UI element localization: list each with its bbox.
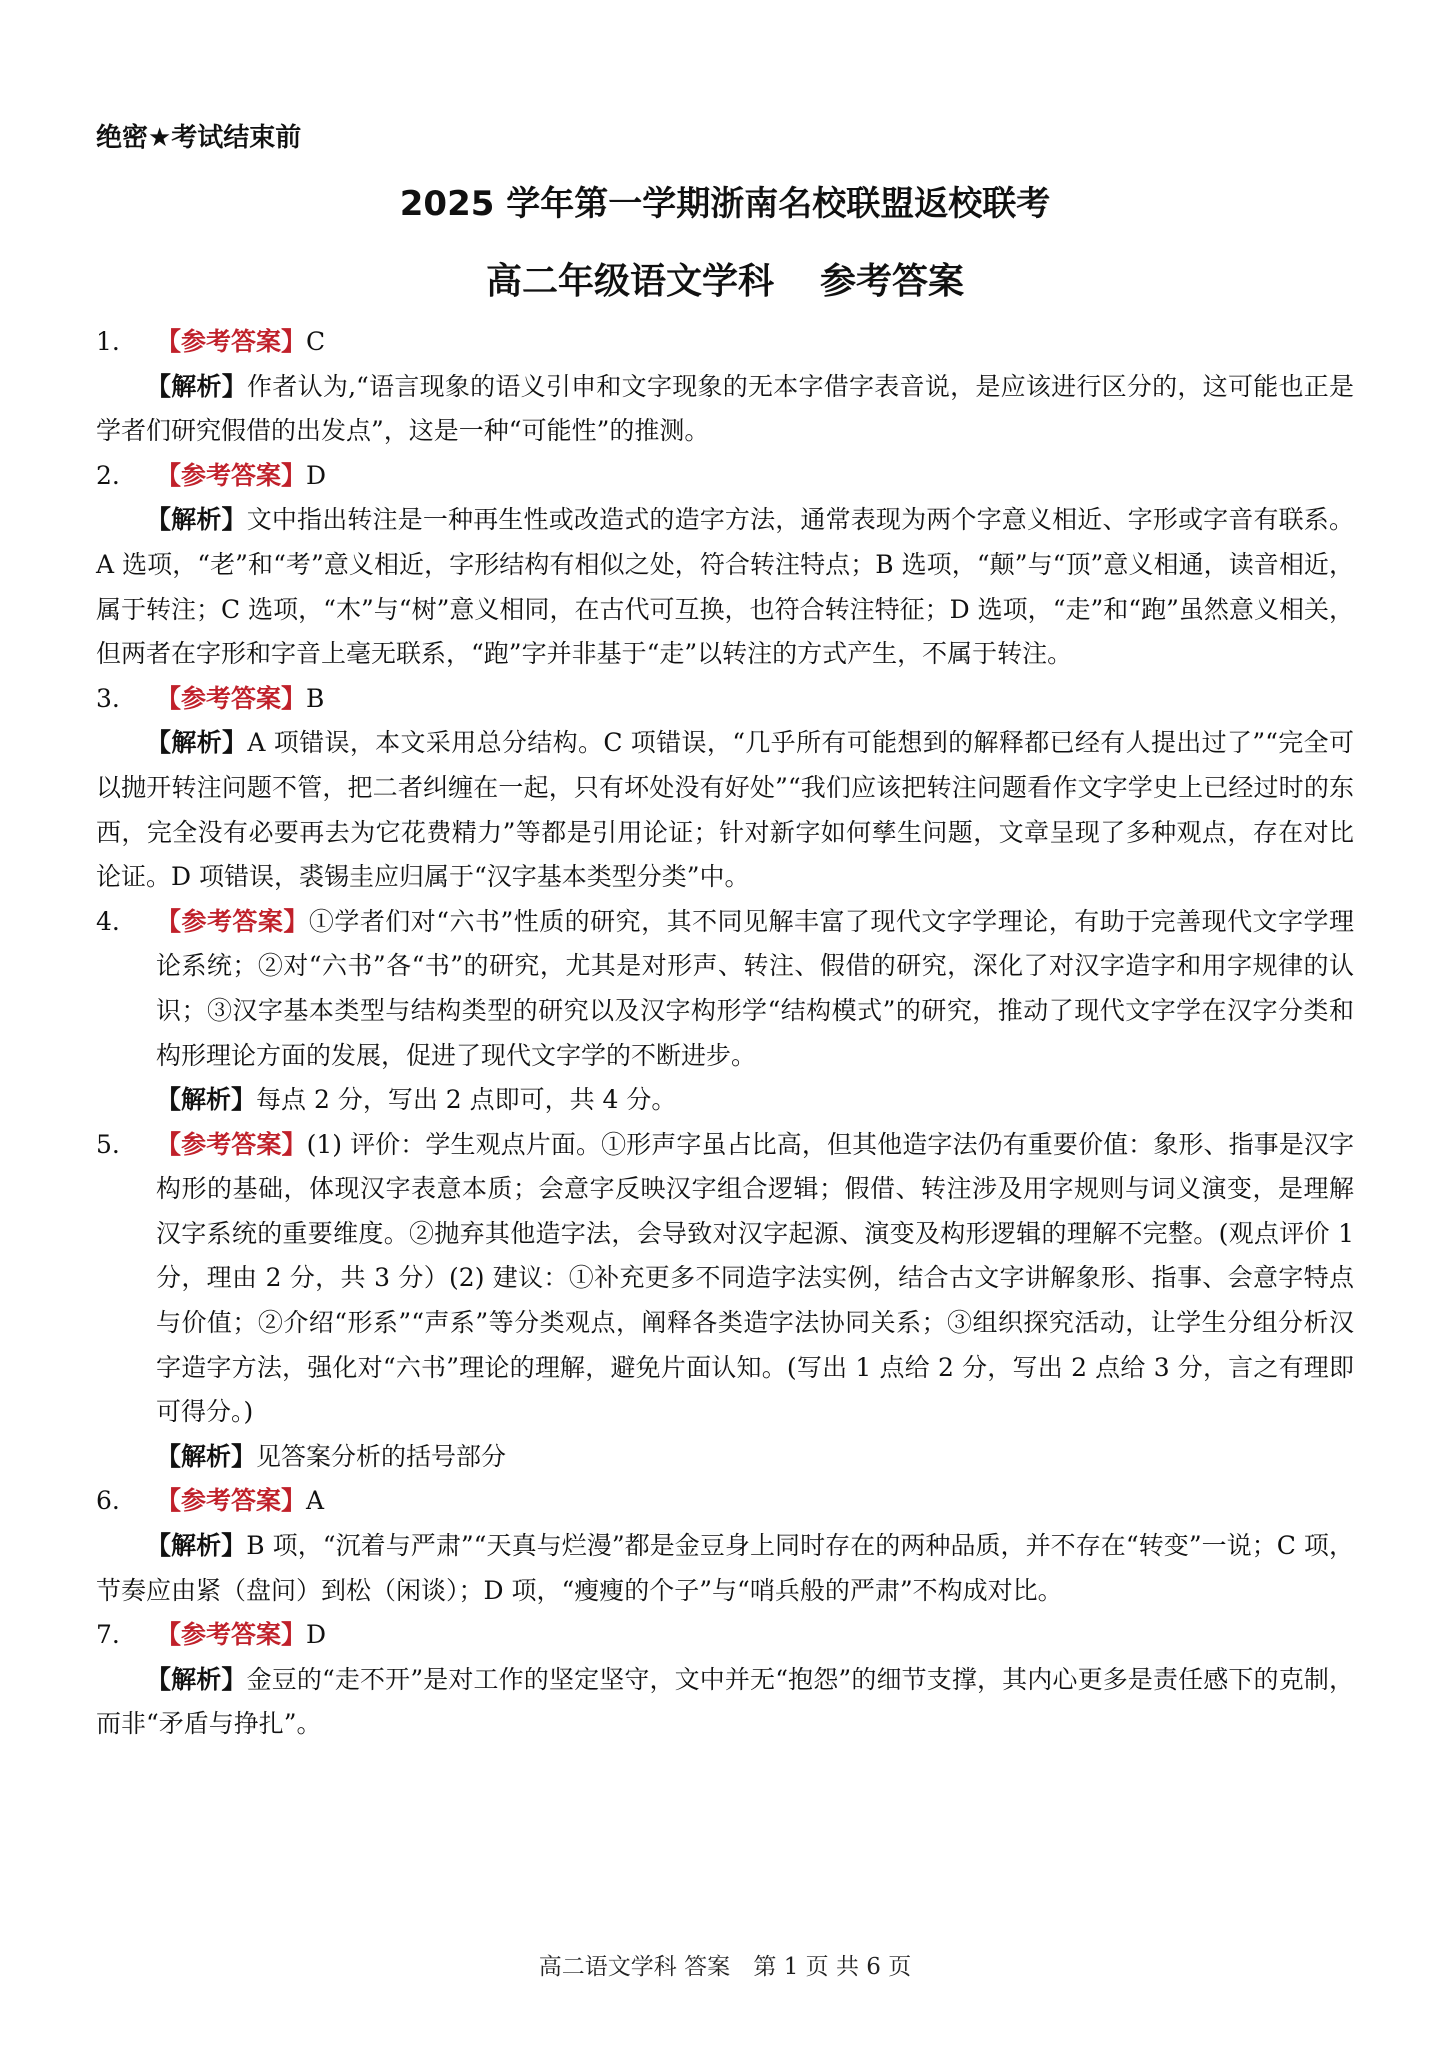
subject-grade: 高二年级语文学科 (485, 261, 774, 302)
question-number: 5. (96, 1129, 120, 1159)
analysis-tag: 【解析】 (146, 1531, 247, 1561)
footer-subject: 高二语文学科 答案 (538, 1954, 731, 1980)
analysis-text: 作者认为,“语言现象的语义引申和文字现象的无本字借字表音说，是应该进行区分的，这可能也正是学者们研究假借的出发点”，这是一种“可能性”的推测。 (96, 371, 1354, 446)
confidential-mark: 绝密★考试结束前 (96, 123, 302, 153)
answer-tag: 【参考答案】 (156, 460, 307, 490)
answer-text: D (306, 1620, 327, 1650)
question-number: 3. (96, 683, 120, 713)
question-5 (96, 1123, 1354, 1480)
analysis-text: 见答案分析的括号部分 (256, 1441, 507, 1471)
analysis-tag: 【解析】 (146, 1664, 247, 1694)
answer-text: B (306, 683, 325, 713)
answer-tag: 【参考答案】 (156, 1486, 307, 1516)
question-2 (96, 454, 1354, 677)
analysis-tag: 【解析】 (146, 728, 248, 758)
answer-tag: 【参考答案】 (156, 1620, 307, 1650)
answer-tag: 【参考答案】 (156, 906, 309, 936)
analysis-tag: 【解析】 (156, 1441, 257, 1471)
question-number: 2. (96, 460, 120, 490)
question-3 (96, 677, 1354, 900)
question-7 (96, 1613, 1354, 1747)
answer-text: A (306, 1486, 325, 1516)
document-subtitle (96, 256, 1354, 308)
page-footer (0, 1948, 1450, 1981)
answer-text: (1) 评价：学生观点片面。①形声字虽占比高，但其他造字法仍有重要价值：象形、指事是汉字构形的基础，体现汉字表意本质；会意字反映汉字组合逻辑；假借、转注涉及用字规则与词义演变，是理解汉字系统的重要维度。②抛弃其他造字法，会导致对汉字起源、演变及构形逻辑的理解不完整。(观点评价 1 分，理由 2 分，共 3 分）(2) 建议：①补充更多不同造字法实例，结合古文字讲解象形、指事、会意字特点与价值；②介绍“形系”“声系”等分类观点，阐释各类造字法协同关系；③组织探究活动，让学生分组分析汉字造字方法，强化对“六书”理论的理解，避免片面认知。(写出 1 点给 2 分，写出 2 点给 3 分，言之有理即可得分。) (156, 1129, 1354, 1427)
question-number: 7. (96, 1620, 120, 1650)
answer-text: C (306, 327, 326, 356)
footer-page-number: 第 1 页 共 6 页 (753, 1954, 912, 1980)
question-1 (96, 320, 1354, 454)
question-number: 4. (96, 906, 120, 936)
answer-text: D (306, 460, 327, 490)
answer-text: ①学者们对“六书”性质的研究，其不同见解丰富了现代文字学理论，有助于完善现代文字学理论系统；②对“六书”各“书”的研究，尤其是对形声、转注、假借的研究，深化了对汉字造字和用字规律的认识；③汉字基本类型与结构类型的研究以及汉字构形学“结构模式”的研究，推动了现代文字学在汉字分类和构形理论方面的发展，促进了现代文字学的不断进步。 (156, 906, 1354, 1070)
analysis-tag: 【解析】 (146, 505, 247, 535)
question-number: 6. (96, 1486, 120, 1516)
analysis-tag: 【解析】 (146, 371, 248, 401)
analysis-text: 文中指出转注是一种再生性或改造式的造字方法，通常表现为两个字意义相近、字形或字音有联系。A 选项，“老”和“考”意义相近，字形结构有相似之处，符合转注特点；B 选项，“颠”与“顶”意义相通，读音相近，属于转注；C 选项，“木”与“树”意义相同，在古代可互换，也符合转注特征；D 选项，“走”和“跑”虽然意义相关，但两者在字形和字音上毫无联系，“跑”字并非基于“走”以转注的方式产生，不属于转注。 (96, 505, 1354, 669)
answer-tag: 【参考答案】 (156, 1129, 307, 1159)
reference-answer-heading: 参考答案 (820, 261, 965, 302)
answer-tag: 【参考答案】 (156, 683, 307, 713)
analysis-text: 每点 2 分，写出 2 点即可，共 4 分。 (256, 1085, 677, 1115)
analysis-text: B 项，“沉着与严肃”“天真与烂漫”都是金豆身上同时存在的两种品质，并不存在“转变”一说；C 项，节奏应由紧（盘问）到松（闲谈）；D 项，“瘦瘦的个子”与“哨兵般的严肃”不构成对比。 (96, 1531, 1354, 1605)
question-4 (96, 900, 1354, 1123)
exam-title: 2025 学年第一学期浙南名校联盟返校联考 (399, 184, 1051, 224)
answer-tag: 【参考答案】 (156, 327, 307, 356)
analysis-text: A 项错误，本文采用总分结构。C 项错误，“几乎所有可能想到的解释都已经有人提出过了”“完全可以抛开转注问题不管，把二者纠缠在一起，只有坏处没有好处”“我们应该把转注问题看作文字学史上已经过时的东西，完全没有必要再去为它花费精力”等都是引用论证；针对新字如何孳生问题，文章呈现了多种观点，存在对比论证。D 项错误，裘锡圭应归属于“汉字基本类型分类”中。 (96, 728, 1354, 892)
question-number: 1. (96, 327, 120, 356)
analysis-text: 金豆的“走不开”是对工作的坚定坚守，文中并无“抱怨”的细节支撑，其内心更多是责任感下的克制，而非“矛盾与挣扎”。 (96, 1664, 1354, 1739)
analysis-tag: 【解析】 (156, 1085, 257, 1115)
question-6 (96, 1479, 1354, 1613)
